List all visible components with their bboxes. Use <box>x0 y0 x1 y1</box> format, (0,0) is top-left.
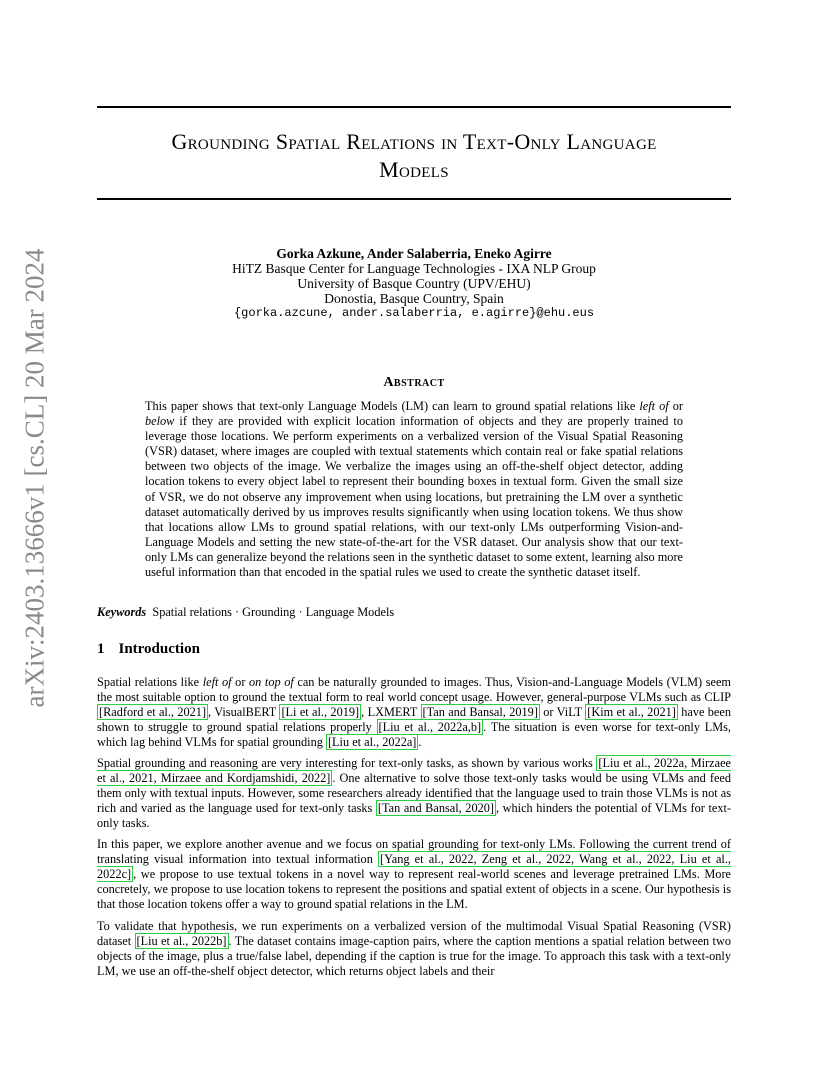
intro-paragraph-4 <box>97 919 731 979</box>
italic-run: on top of <box>249 675 294 689</box>
abstract-heading: Abstract <box>383 375 445 390</box>
text-run: Spatial relations like <box>97 675 203 689</box>
intro-paragraph-2 <box>97 756 731 831</box>
title-line-2: Models <box>379 157 449 182</box>
text-run: have been shown to struggle to ground spatial relations properly <box>97 705 731 735</box>
keywords-list: Spatial relations · Grounding · Language Models <box>152 605 395 619</box>
text-run: . The dataset contains image-caption pairs, where the caption mentions a spatial relation between two objects of the image, plus a true/false label, depending if the caption is true for the image. To approach this task with a text-only LM, we use an off-the-shelf object detector, which returns object labels and their <box>97 934 732 979</box>
author-block <box>97 246 731 321</box>
keywords-label: Keywords <box>97 605 147 619</box>
title-rule-top <box>97 106 731 108</box>
intro-paragraph-1 <box>97 675 731 750</box>
text-run: can be naturally grounded to images. Thus, Vision-and-Language Models (VLM) seem the most suitable option to ground the textual form to real world concept usage. However, general-purpose VLMs such as CLIP <box>97 675 731 705</box>
citation-link[interactable]: [Kim et al., 2021] <box>587 705 676 720</box>
text-run: , LXMERT <box>361 705 421 720</box>
paper-title <box>97 128 731 184</box>
text-run: In this paper, we explore another avenue and we focus on spatial grounding for text-only LMs. Following the current trend of translating visual information into textual information <box>97 837 731 867</box>
author-emails: {gorka.azcune, ander.salaberria, e.agirre}@ehu.eus <box>233 306 595 320</box>
abstract-text-part: This paper shows that text-only Language Models (LM) can learn to ground spatial relations like <box>145 399 640 413</box>
text-run: or ViLT <box>539 705 586 720</box>
keywords-line <box>97 605 394 620</box>
citation-link[interactable]: [Liu et al., 2022a] <box>327 735 417 750</box>
affiliation-3: Donostia, Basque Country, Spain <box>324 291 504 306</box>
title-rule-bottom <box>97 198 731 200</box>
citation-link[interactable]: [Tan and Bansal, 2019] <box>422 705 538 720</box>
italic-run: left of <box>202 675 232 689</box>
abstract-text-part: if they are provided with explicit location information of objects and they are properly trained to leverage those locations. We perform experiments on a verbalized version of the Visual Spatial Reasoning (VSR) dataset, where images are coupled with textual statements which contain real or fake spatial relations between two objects of the image. We verbalize the images using an off-the-shelf object detector, adding location tokens to every object label to represent their bounding boxes in textual form. Given the small size of VSR, we do not observe any improvement when using locations, but pretraining the LM over a synthetic dataset automatically derived by us improves results significantly when using location tokens. We thus show that locations allow LMs to ground spatial relations, with our text-only LMs outperforming Vision-and-Language Models and setting the new state-of-the-art for the VSR dataset. Our analysis show that our text-only LMs can generalize beyond the relations seen in the synthetic dataset to some extent, learning also more useful information than that encoded in the spatial rules we used to create the synthetic dataset itself. <box>145 414 683 580</box>
affiliation-1: HiTZ Basque Center for Language Technologies - IXA NLP Group <box>232 261 596 276</box>
citation-link[interactable]: [Liu et al., 2022b] <box>136 934 227 949</box>
abstract-italic: below <box>145 414 175 429</box>
abstract-text-part: or <box>668 399 683 413</box>
section-number: 1 <box>97 641 105 657</box>
author-names: Gorka Azkune, Ander Salaberria, Eneko Agirre <box>276 246 552 261</box>
citation-link[interactable]: [Yang et al., 2022, Zeng et al., 2022, Wang et al., 2022, Liu et al., 2022c] <box>97 852 731 882</box>
citation-link[interactable]: [Radford et al., 2021] <box>99 705 207 720</box>
text-run: or <box>231 675 250 689</box>
text-run: , which hinders the potential of VLMs for text-only tasks. <box>97 801 731 831</box>
text-run: , we propose to use textual tokens in a novel way to represent real-world scenes and leverage pretrained LMs. More concretely, we propose to use location tokens to represent the positions and spatial extent of objects in a scene. Our hypothesis is that those location tokens offer a way to ground spatial relations in the LM. <box>97 867 731 912</box>
text-run: . <box>418 735 422 750</box>
citation-link[interactable]: [Li et al., 2019] <box>281 705 360 720</box>
abstract-text <box>145 399 683 580</box>
arxiv-watermark <box>15 248 55 708</box>
text-run: , VisualBERT <box>208 705 280 720</box>
section-heading <box>97 641 200 658</box>
arxiv-id: arXiv:2403.13666v1 [cs.CL] 20 Mar 2024 <box>19 248 50 708</box>
text-run: . One alternative to solve those text-only tasks would be using VLMs and feed them only with textual inputs. However, some researchers already identified that the language used to train those VLMs is not as rich and varied as the language used for text-only tasks <box>97 771 732 816</box>
citation-link[interactable]: [Liu et al., 2022a, Mirzaee et al., 2021, Mirzaee and Kordjamshidi, 2022] <box>97 756 731 786</box>
intro-paragraph-3 <box>97 837 731 912</box>
citation-link[interactable]: [Tan and Bansal, 2020] <box>377 801 494 816</box>
abstract-italic: left of <box>639 399 669 413</box>
citation-link[interactable]: [Liu et al., 2022a,b] <box>378 720 482 735</box>
text-run: Spatial grounding and reasoning are very interesting for text-only tasks, as shown by various works <box>97 756 597 770</box>
section-title: Introduction <box>118 641 200 657</box>
title-line-1: Grounding Spatial Relations in Text-Only Language <box>171 129 657 154</box>
text-run: To validate that hypothesis, we run experiments on a verbalized version of the multimodal Visual Spatial Reasoning (VSR) dataset <box>97 919 731 949</box>
text-run: . The situation is even worse for text-only LMs, which lag behind VLMs for spatial grounding <box>97 720 731 750</box>
affiliation-2: University of Basque Country (UPV/EHU) <box>297 276 531 291</box>
